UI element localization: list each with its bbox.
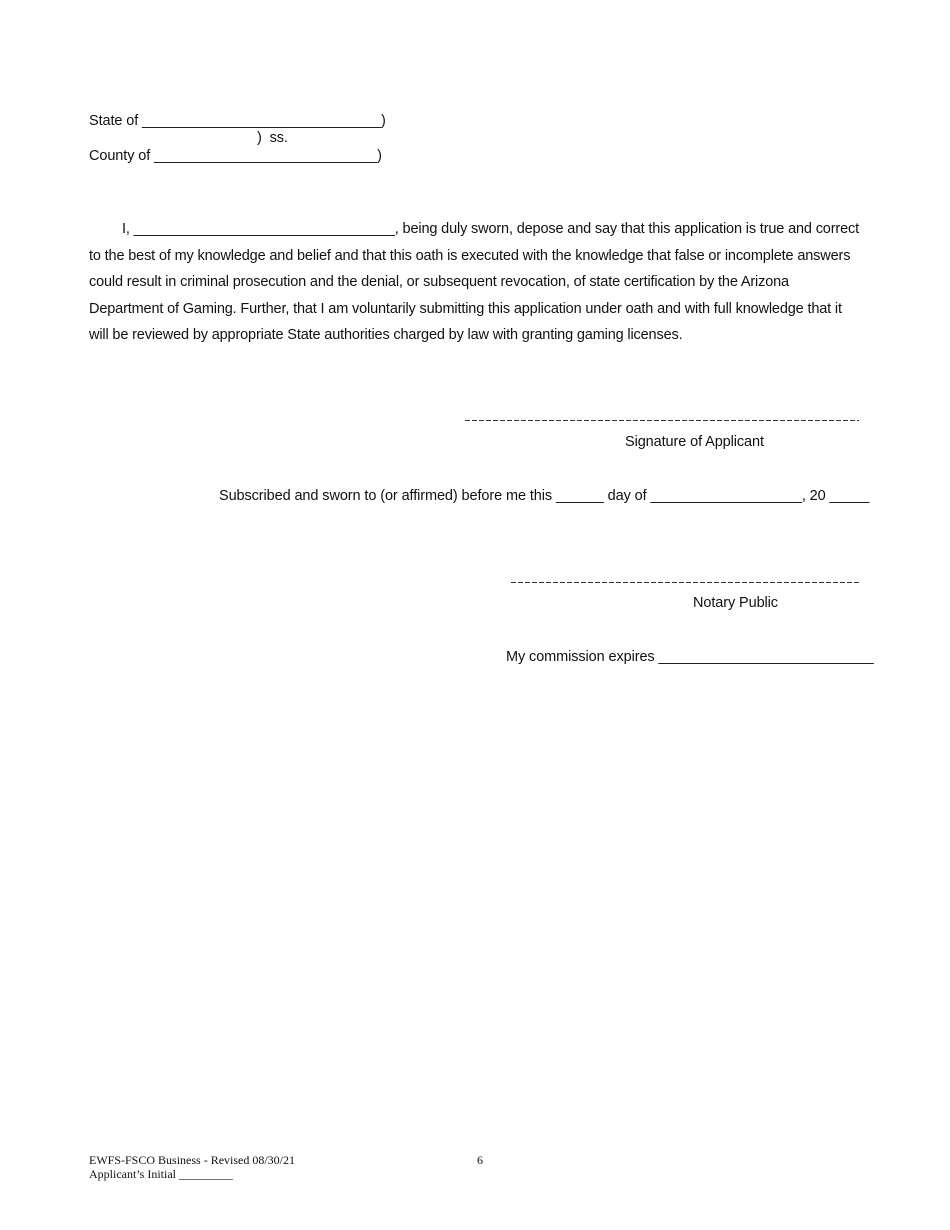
jurat-line: Subscribed and sworn to (or affirmed) before me this ______ day of ___________________, 20 _____ bbox=[219, 488, 870, 504]
commission-expires-line: My commission expires ___________________________ bbox=[506, 649, 874, 665]
county-of-line: County of ____________________________) bbox=[89, 148, 382, 164]
oath-paragraph bbox=[89, 216, 863, 349]
signature-of-applicant-label: Signature of Applicant bbox=[625, 434, 764, 450]
footer-page-number: 6 bbox=[477, 1153, 483, 1167]
notary-public-label: Notary Public bbox=[693, 595, 778, 611]
footer-form-id: EWFS-FSCO Business - Revised 08/30/21 bbox=[89, 1153, 296, 1167]
footer-applicant-initial: Applicant’s Initial _________ bbox=[89, 1167, 233, 1181]
notary-signature-rule bbox=[511, 582, 859, 583]
ss-marker: ) ss. bbox=[257, 130, 288, 146]
oath-text: I, _________________________________, being duly sworn, depose and say that this application is true and correct to the best of my knowledge and belief and that this oath is executed with the knowledge that false or incomplete answers could result in criminal prosecution and the denial, or subsequent revocation, of state certification by the Arizona Department of Gaming. Further, that I am voluntarily submitting this application under oath and with full knowledge that it will be reviewed by appropriate State authorities charged by law with granting gaming licenses. bbox=[89, 221, 859, 344]
applicant-signature-rule bbox=[465, 420, 859, 421]
state-of-line: State of ______________________________) bbox=[89, 113, 386, 129]
